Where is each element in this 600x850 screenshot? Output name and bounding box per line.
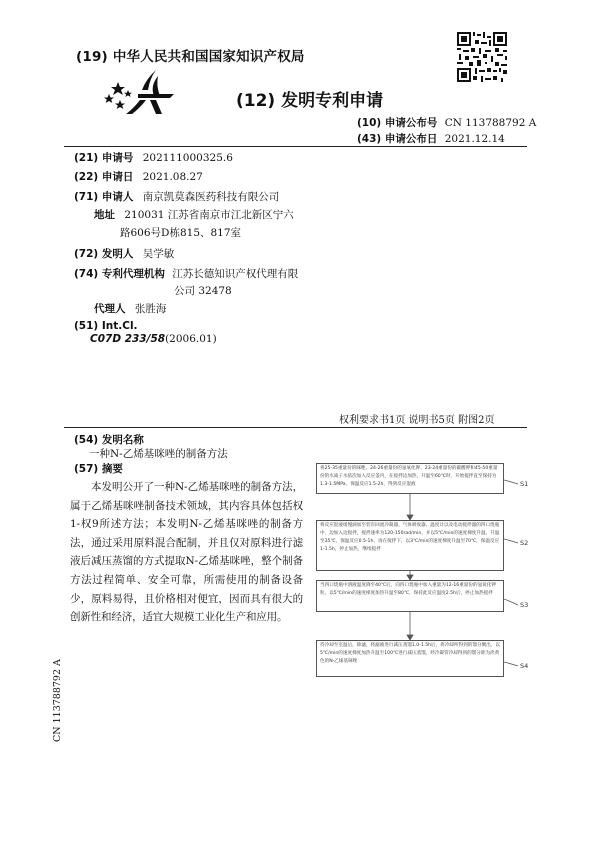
step-label: S1 <box>520 480 529 488</box>
flow-step-box: 将反应混液缓慢滴加至装有回流冷凝器、气体吸收器、温度计以及电动搅拌器的四口烧瓶中，边加入边搅拌，搅拌速率为120-150rad/min，并以5℃/min的速度梯度升温，升温至35℃，保温反应0.5-1h，再在搅拌下，以3℃/min的速度梯度升温至70℃，保温反应1-1.5h，停止加热，继续搅拌 <box>316 520 504 571</box>
inventor-row <box>74 246 174 261</box>
page-counts: 权利要求书1页 说明书5页 附图2页 <box>339 415 495 426</box>
application-number-row <box>74 150 233 165</box>
address-line-2-row <box>120 225 241 240</box>
agency-row <box>74 266 298 281</box>
applicant-row <box>74 189 279 204</box>
step-label: S4 <box>520 662 529 670</box>
publication-date-value: 2021.12.14 <box>444 133 505 145</box>
invention-title-value: 一种N-乙烯基咪唑的制备方法 <box>89 448 228 460</box>
applicant-value: 南京凯莫森医药科技有限公司 <box>142 191 280 203</box>
flowchart-connectors <box>300 455 540 690</box>
application-date-value: 2021.08.27 <box>142 171 203 183</box>
flow-step-box: 当四口烧瓶中溶液温度降至40℃后，向四口烧瓶中加入重量为12-16重量份的氢氧化钾粒，以5℃/min的速度梯度加热升温至80℃，保持此反应温度2.5h后，停止加热搅拌 <box>316 580 504 612</box>
invention-title-label: (54) 发明名称 <box>74 434 144 446</box>
abstract-label-row <box>74 461 123 476</box>
flow-step-box: 待冷却至室温后，除滤，将滤液进行减压蒸馏1.0-1.5h后，将冷却所得到的馏分倒出，以5℃/min的速度梯度加热升温至100℃进行减压蒸馏，经冷凝管冷却得到的馏分即为淡黄色的N-乙烯基咪唑 <box>316 640 504 677</box>
cnipa-logo <box>98 68 180 116</box>
ipc-code: C07D 233/58 <box>90 333 166 345</box>
qr-code <box>457 32 507 82</box>
ipc-label: (51) Int.Cl. <box>74 320 138 332</box>
agency-line-2-row <box>174 283 232 298</box>
mid-rule <box>64 427 527 428</box>
publication-number-label: (10) 申请公布号 <box>357 117 438 129</box>
side-publication-number: CN 113788792 A <box>52 659 63 742</box>
application-date-row <box>74 169 203 184</box>
publication-number-value: CN 113788792 A <box>444 117 537 129</box>
agent-row <box>94 301 166 316</box>
application-number-label: (21) 申请号 <box>74 152 134 164</box>
application-number-value: 202111000325.6 <box>142 152 233 164</box>
ipc-label-row <box>74 320 138 332</box>
header-rule <box>64 146 527 147</box>
office-name: (19) 中华人民共和国国家知识产权局 <box>76 49 305 65</box>
agency-label: (74) 专利代理机构 <box>74 268 165 280</box>
abstract-text: 本发明公开了一种N-乙烯基咪唑的制备方法，属于乙烯基咪唑制备技术领域，其内容具体包括权1-权9所述方法；本发明N-乙烯基咪唑的制备方法，通过采用原料混合配制，并且仅对原料进行滤液后减压蒸馏的方式提取N-乙烯基咪唑，整个制备方法过程简单、安全可靠，所需使用的制备设备少，原料易得，且价格相对便宜，因而具有很大的创新性和经济，适宜大规模工业化生产和应用。 <box>70 481 303 624</box>
inventor-label: (72) 发明人 <box>74 248 134 260</box>
publication-date-row <box>357 131 505 146</box>
flow-step-box: 将25-35重量份的咪唑、24-26重量份的氢氧化钾、23-24重量份的碳酸钾和45-50重量份的水离子水依次加入反应釜内，在搅拌边加热，升温至60℃时，开始搅拌直至保持为1.3-1.5MPa，保温反应1.5-2h，得到反应混液 <box>316 463 504 494</box>
publication-date-label: (43) 申请公布日 <box>357 133 438 145</box>
flow-arrowhead <box>407 635 413 640</box>
s4-leader <box>504 662 518 666</box>
address-row <box>94 207 294 222</box>
ipc-classification <box>90 333 217 345</box>
address-line-1: 210031 江苏省南京市江北新区宁六 <box>124 209 294 221</box>
publication-number-row <box>357 115 536 130</box>
flow-arrowhead <box>407 575 413 580</box>
address-label: 地址 <box>94 209 115 221</box>
ipc-year: (2006.01) <box>165 333 217 345</box>
s1-leader <box>504 480 518 484</box>
document-kind: (12) 发明专利申请 <box>236 91 384 111</box>
s2-leader <box>504 539 518 543</box>
step-label: S3 <box>520 601 529 609</box>
abstract-label: (57) 摘要 <box>74 463 123 475</box>
inventor-value: 吴学敏 <box>142 248 175 260</box>
applicant-label: (71) 申请人 <box>74 191 134 203</box>
agency-line-2: 公司 32478 <box>174 285 232 297</box>
agent-label: 代理人 <box>94 303 126 315</box>
address-line-2: 路606号D栋815、817室 <box>120 227 242 239</box>
application-date-label: (22) 申请日 <box>74 171 134 183</box>
step-label: S2 <box>520 539 529 547</box>
agency-line-1: 江苏长德知识产权代理有限 <box>172 268 299 280</box>
s3-leader <box>504 599 518 605</box>
title-label-row <box>74 432 144 447</box>
agent-value: 张胜海 <box>134 303 167 315</box>
flow-arrowhead <box>407 515 413 520</box>
